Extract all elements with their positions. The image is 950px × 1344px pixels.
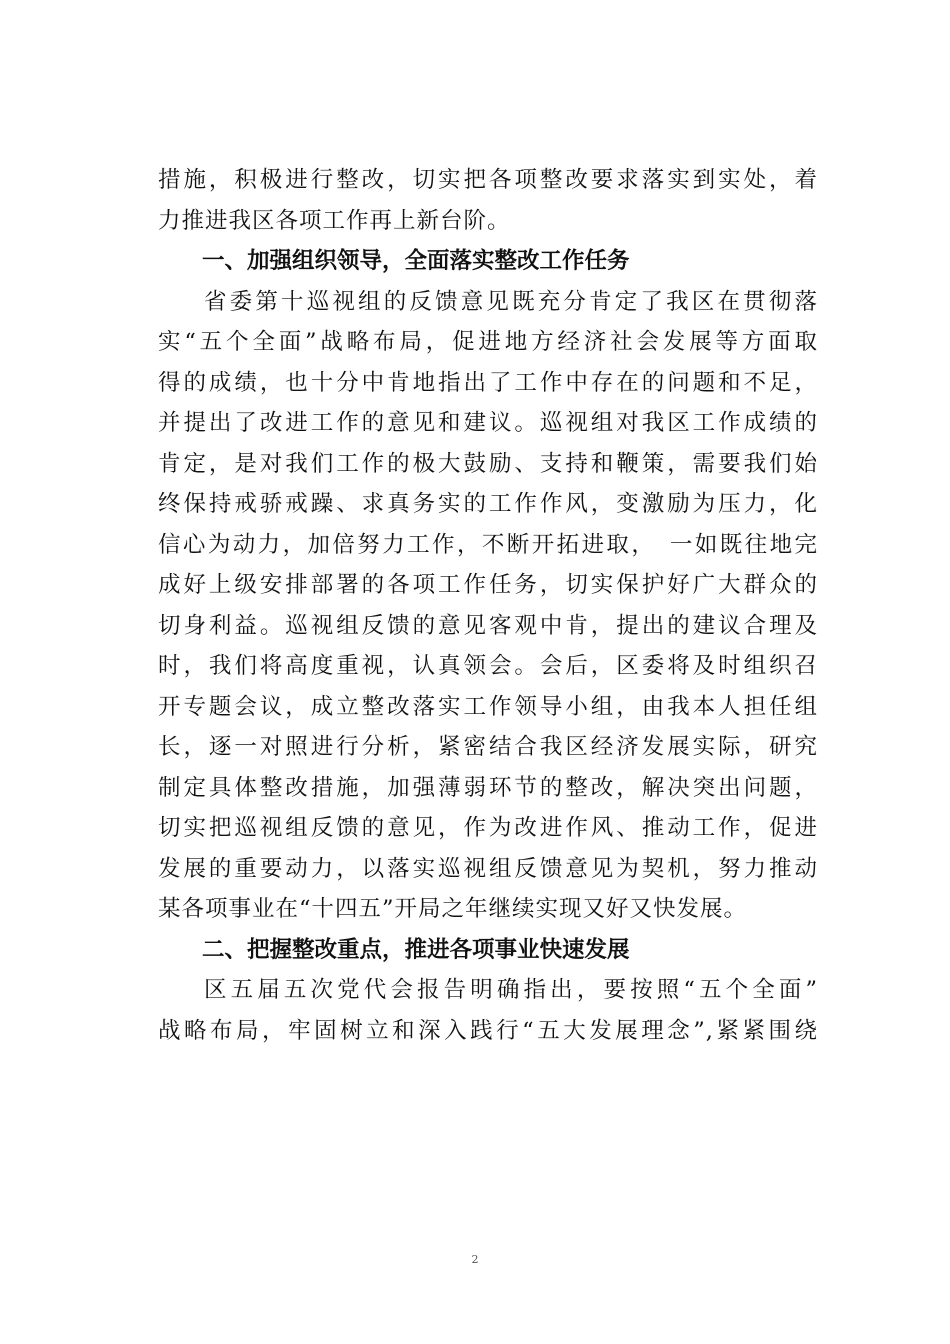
paragraph-line: 制定具体整改措施，加强薄弱环节的整改，解决突出问题， <box>158 774 818 801</box>
section-heading: 二、把握整改重点，推进各项事业快速发展 <box>202 936 630 963</box>
paragraph-line: 得的成绩，也十分中肯地指出了工作中存在的问题和不足， <box>158 369 818 396</box>
page-number: 2 <box>471 1253 479 1266</box>
paragraph-line: 措施，积极进行整改，切实把各项整改要求落实到实处，着 <box>158 167 818 193</box>
paragraph-line: 肯定，是对我们工作的极大鼓励、支持和鞭策，需要我们始 <box>158 450 818 477</box>
paragraph-line: 时，我们将高度重视，认真领会。会后，区委将及时组织召 <box>158 653 818 679</box>
paragraph-line: 长，逐一对照进行分析，紧密结合我区经济发展实际，研究 <box>158 734 818 760</box>
paragraph-line: 开专题会议，成立整改落实工作领导小组，由我本人担任组 <box>158 693 818 720</box>
paragraph-line: 成好上级安排部署的各项工作任务，切实保护好广大群众的 <box>158 572 818 598</box>
paragraph-line: 发展的重要动力，以落实巡视组反馈意见为契机，努力推动 <box>158 855 818 882</box>
paragraph-line: 切实把巡视组反馈的意见，作为改进作风、推动工作，促进 <box>158 815 818 841</box>
paragraph-line: 实“五个全面”战略布局，促进地方经济社会发展等方面取 <box>158 329 818 355</box>
paragraph-line: 省委第十巡视组的反馈意见既充分肯定了我区在贯彻落 <box>204 288 818 315</box>
paragraph-line: 某各项事业在“十四五”开局之年继续实现又好又快发展。 <box>158 896 748 922</box>
paragraph-line: 并提出了改进工作的意见和建议。巡视组对我区工作成绩的 <box>158 410 818 436</box>
paragraph-line: 力推进我区各项工作再上新台阶。 <box>158 207 511 234</box>
paragraph-line: 信心为动力，加倍努力工作，不断开拓进取， 一如既往地完 <box>158 531 818 558</box>
paragraph-line: 切身利益。巡视组反馈的意见客观中肯，提出的建议合理及 <box>158 612 818 639</box>
document-body <box>158 160 818 1051</box>
section-heading: 一、加强组织领导，全面落实整改工作任务 <box>202 248 630 274</box>
paragraph-line: 终保持戒骄戒躁、求真务实的工作作风，变激励为压力，化 <box>158 491 818 517</box>
paragraph-line: 战略布局，牢固树立和深入践行“五大发展理念”,紧紧围绕 <box>158 1017 818 1044</box>
paragraph-line: 区五届五次党代会报告明确指出，要按照“五个全面” <box>204 977 818 1003</box>
